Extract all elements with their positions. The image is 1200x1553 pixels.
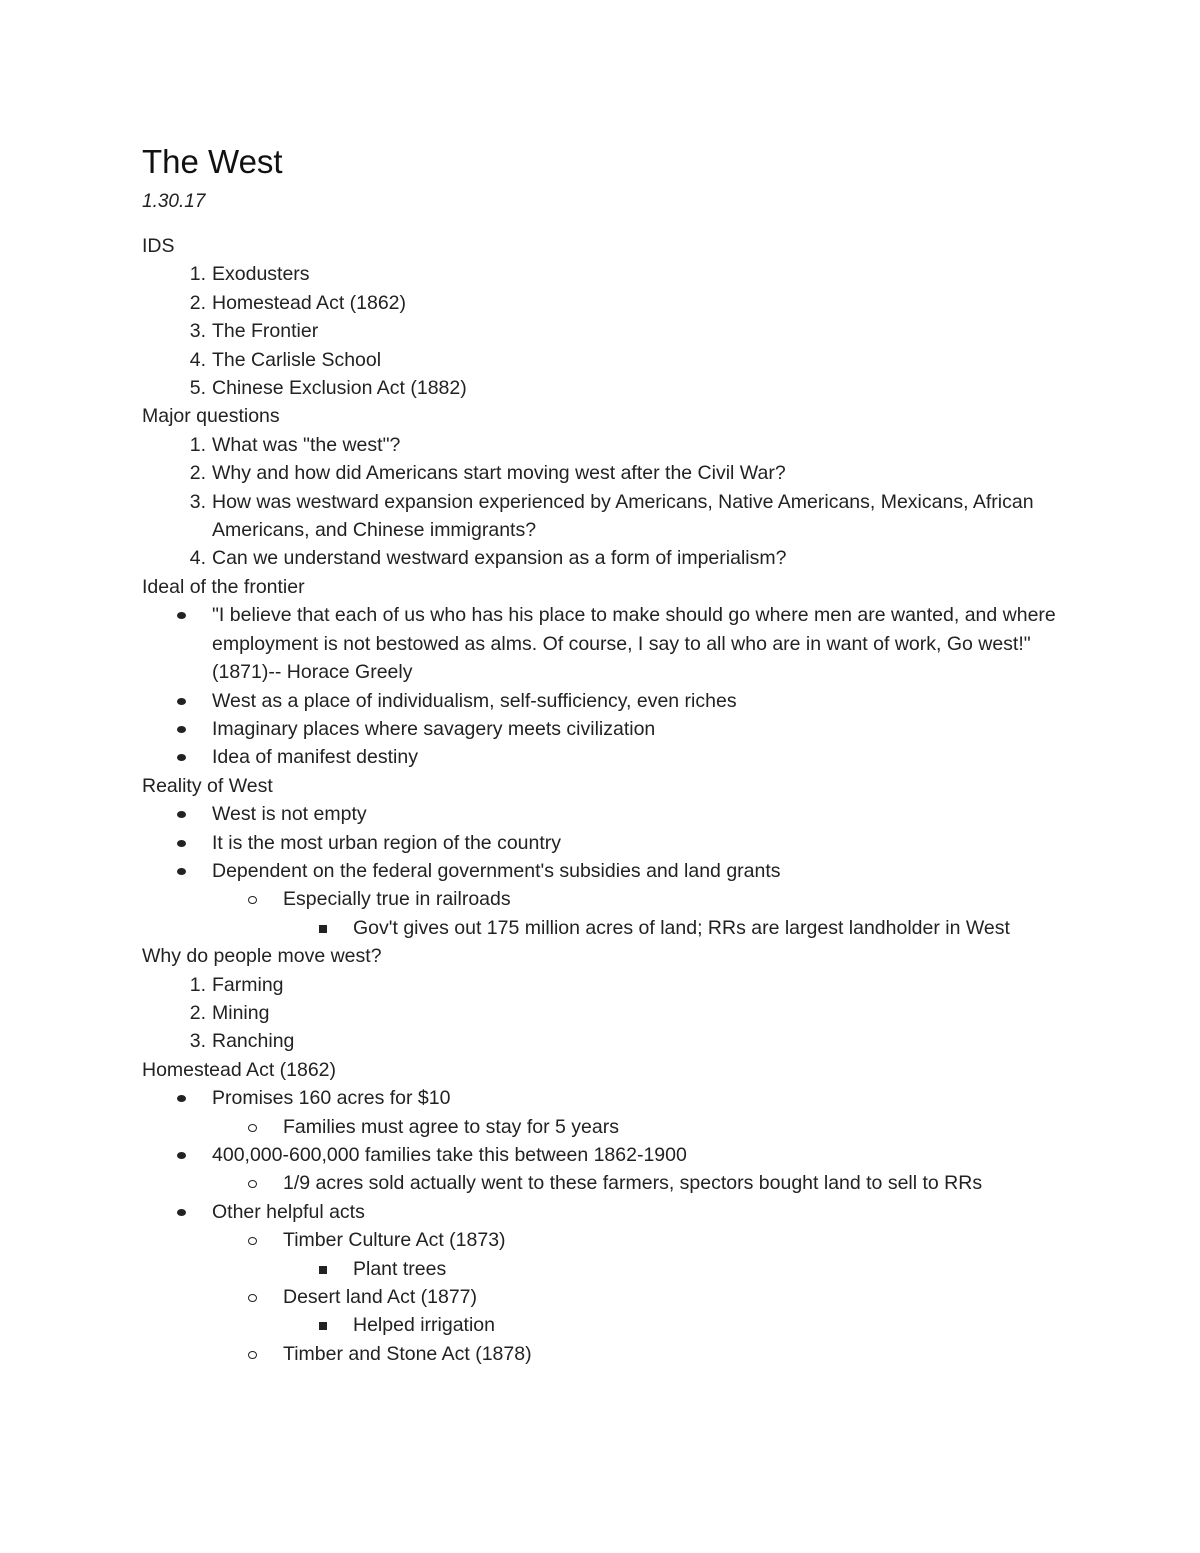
list-item-text: Especially true in railroads xyxy=(283,888,511,911)
list-item xyxy=(142,800,1072,828)
list-number: 1. xyxy=(189,973,206,996)
bullet-disc-icon xyxy=(177,1209,186,1216)
bullet-square-icon xyxy=(319,1322,327,1330)
list-item xyxy=(142,289,1072,317)
document-date: 1.30.17 xyxy=(142,191,206,212)
list-item xyxy=(142,687,1072,715)
list-item xyxy=(142,1283,1072,1311)
outline-section xyxy=(142,402,1072,572)
document-body xyxy=(142,140,1072,1368)
list-item xyxy=(142,857,1072,885)
list-item-text: Chinese Exclusion Act (1882) xyxy=(212,377,467,400)
section-heading: Reality of West xyxy=(142,774,273,797)
list-item-text: The Carlisle School xyxy=(212,348,382,371)
bullet-disc-icon xyxy=(177,612,186,619)
section-heading: Homestead Act (1862) xyxy=(142,1058,337,1081)
list-item-text: Timber and Stone Act (1878) xyxy=(283,1342,532,1365)
section-heading: Ideal of the frontier xyxy=(142,575,305,598)
list-item xyxy=(142,431,1072,459)
bullet-disc-icon xyxy=(177,840,186,847)
list-item xyxy=(142,1113,1072,1141)
bullet-circle-icon xyxy=(248,896,257,904)
bullet-disc-icon xyxy=(177,1095,186,1102)
list-item xyxy=(142,1141,1072,1169)
list-item xyxy=(142,999,1072,1027)
page-title: The West xyxy=(142,143,283,180)
outline-list xyxy=(142,431,1072,573)
list-item-text: Timber Culture Act (1873) xyxy=(283,1229,506,1252)
list-item xyxy=(142,971,1072,999)
list-item xyxy=(142,1198,1072,1226)
list-item-text: The Frontier xyxy=(212,320,319,343)
outline-section xyxy=(142,232,1072,402)
list-item xyxy=(142,829,1072,857)
bullet-disc-icon xyxy=(177,698,186,705)
list-item-text: Exodusters xyxy=(212,263,310,286)
list-item xyxy=(142,346,1072,374)
list-item-text: Imaginary places where savagery meets civilization xyxy=(212,717,656,740)
list-item-text: Can we understand westward expansion as a form of imperialism? xyxy=(212,547,787,570)
list-number: 2. xyxy=(189,291,206,314)
outline-section xyxy=(142,1056,1072,1368)
list-item xyxy=(142,544,1072,572)
section-heading: IDS xyxy=(142,235,175,257)
list-item-text: Families must agree to stay for 5 years xyxy=(283,1115,619,1138)
outline-list xyxy=(142,800,1072,942)
list-item xyxy=(142,1027,1072,1055)
outline-section xyxy=(142,573,1072,772)
list-item-text: Ranching xyxy=(212,1030,295,1053)
list-item xyxy=(142,1084,1072,1112)
list-item-text: 400,000-600,000 families take this between 1862-1900 xyxy=(212,1144,687,1166)
list-item-text: Mining xyxy=(212,1001,270,1024)
outline-list xyxy=(142,601,1072,771)
bullet-circle-icon xyxy=(248,1180,257,1188)
list-item-text: Desert land Act (1877) xyxy=(283,1286,478,1309)
bullet-square-icon xyxy=(319,1266,327,1274)
list-item xyxy=(142,715,1072,743)
bullet-circle-icon xyxy=(248,1237,257,1245)
list-item xyxy=(142,914,1072,942)
list-item-text: Farming xyxy=(212,973,284,996)
list-item-text: "I believe that each of us who has his place to make should go where men are wanted, and where employment is not bestowed as alms. Of course, I say to all who are in want of work, Go west!" (1871)-- Horace Greely xyxy=(212,604,1056,684)
list-item xyxy=(142,260,1072,288)
bullet-circle-icon xyxy=(248,1294,257,1302)
list-item-text: How was westward expansion experienced by Americans, Native Americans, Mexicans, African Americans, and Chinese immigrants? xyxy=(212,490,1034,542)
outline-section xyxy=(142,772,1072,942)
bullet-disc-icon xyxy=(177,726,186,733)
list-item xyxy=(142,1226,1072,1254)
list-item-text: 1/9 acres sold actually went to these farmers, spectors bought land to sell to RRs xyxy=(283,1172,983,1195)
list-item-text: What was "the west"? xyxy=(212,433,401,456)
list-item-text: It is the most urban region of the country xyxy=(212,831,562,854)
outline-list xyxy=(142,1084,1072,1368)
list-item-text: Dependent on the federal government's subsidies and land grants xyxy=(212,859,781,882)
list-item xyxy=(142,1255,1072,1283)
list-item xyxy=(142,459,1072,487)
list-item xyxy=(142,374,1072,402)
list-item xyxy=(142,1311,1072,1339)
bullet-disc-icon xyxy=(177,754,186,761)
list-item-text: Promises 160 acres for $10 xyxy=(212,1087,451,1110)
bullet-disc-icon xyxy=(177,1152,186,1159)
list-item xyxy=(142,1169,1072,1197)
list-item xyxy=(142,601,1072,686)
list-item xyxy=(142,317,1072,345)
list-item xyxy=(142,885,1072,913)
section-heading: Major questions xyxy=(142,405,280,428)
list-item-text: West is not empty xyxy=(212,803,367,826)
list-item-text: Helped irrigation xyxy=(353,1314,495,1337)
list-item xyxy=(142,488,1072,545)
bullet-circle-icon xyxy=(248,1351,257,1359)
list-item-text: West as a place of individualism, self-sufficiency, even riches xyxy=(212,689,737,712)
list-item xyxy=(142,1340,1072,1368)
outline-section xyxy=(142,942,1072,1056)
outline-list xyxy=(142,971,1072,1056)
list-number: 4. xyxy=(189,348,206,371)
list-item-text: Idea of manifest destiny xyxy=(212,746,418,769)
section-heading: Why do people move west? xyxy=(142,945,382,968)
list-item xyxy=(142,743,1072,771)
list-number: 2. xyxy=(189,462,206,485)
bullet-square-icon xyxy=(319,925,327,933)
list-number: 3. xyxy=(189,1030,206,1053)
list-item-text: Gov't gives out 175 million acres of land; RRs are largest landholder in West xyxy=(353,916,1010,939)
list-item-text: Homestead Act (1862) xyxy=(212,291,407,314)
list-number: 2. xyxy=(189,1001,206,1024)
outline-sections xyxy=(142,232,1072,1368)
list-item-text: Why and how did Americans start moving west after the Civil War? xyxy=(212,462,786,485)
list-number: 1. xyxy=(189,433,206,456)
list-number: 4. xyxy=(189,547,206,570)
bullet-disc-icon xyxy=(177,811,186,818)
bullet-disc-icon xyxy=(177,868,186,875)
list-number: 5. xyxy=(189,377,206,400)
list-number: 1. xyxy=(189,263,206,286)
list-number: 3. xyxy=(189,320,206,343)
list-number: 3. xyxy=(189,490,206,513)
list-item-text: Plant trees xyxy=(353,1257,447,1280)
list-item-text: Other helpful acts xyxy=(212,1200,365,1223)
bullet-circle-icon xyxy=(248,1124,257,1132)
outline-list xyxy=(142,260,1072,402)
